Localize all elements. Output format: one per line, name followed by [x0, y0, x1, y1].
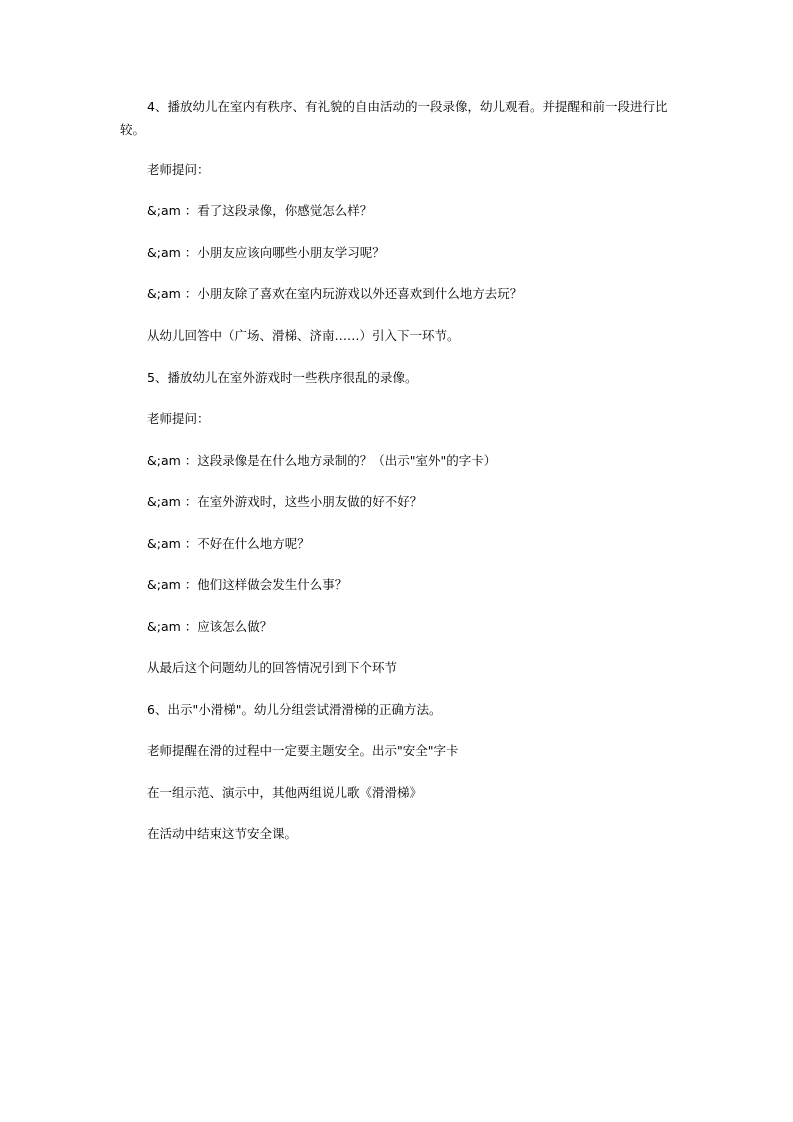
paragraph-step-6: 6、出示"小滑梯"。幼儿分组尝试滑滑梯的正确方法。 — [147, 702, 442, 717]
paragraph-question-5: &;am ：在室外游戏时，这些小朋友做的好不好？ — [147, 494, 423, 509]
paragraph-demonstration: 在一组示范、演示中，其他两组说儿歌《滑滑梯》 — [147, 785, 423, 800]
paragraph-safety-reminder: 老师提醒在滑的过程中一定要主题安全。出示"安全"字卡 — [147, 743, 459, 758]
paragraph-question-8: &;am ：应该怎么做？ — [147, 619, 273, 634]
paragraph-teacher-question-1: 老师提问： — [147, 162, 210, 177]
paragraph-transition-1: 从幼儿回答中（广场、滑梯、济南……）引入下一环节。 — [147, 328, 460, 343]
paragraph-teacher-question-2: 老师提问： — [147, 411, 210, 426]
paragraph-step-4: 4、播放幼儿在室内有秩序、有礼貌的自由活动的一段录像，幼儿观看。并提醒和前一段进行比较。 — [120, 99, 668, 137]
paragraph-question-2: &;am ：小朋友应该向哪些小朋友学习呢？ — [147, 245, 385, 260]
paragraph-question-7: &;am ：他们这样做会发生什么事？ — [147, 577, 348, 592]
paragraph-transition-2: 从最后这个问题幼儿的回答情况引到下个环节 — [147, 660, 398, 675]
paragraph-question-3: &;am ：小朋友除了喜欢在室内玩游戏以外还喜欢到什么地方去玩？ — [147, 286, 523, 301]
paragraph-question-4: &;am ：这段录像是在什么地方录制的？（出示"室外"的字卡） — [147, 453, 497, 468]
paragraph-question-6: &;am ：不好在什么地方呢？ — [147, 536, 310, 551]
paragraph-conclusion: 在活动中结束这节安全课。 — [147, 826, 298, 841]
paragraph-step-5: 5、播放幼儿在室外游戏时一些秩序很乱的录像。 — [147, 370, 418, 385]
paragraph-question-1: &;am ：看了这段录像，你感觉怎么样？ — [147, 203, 373, 218]
